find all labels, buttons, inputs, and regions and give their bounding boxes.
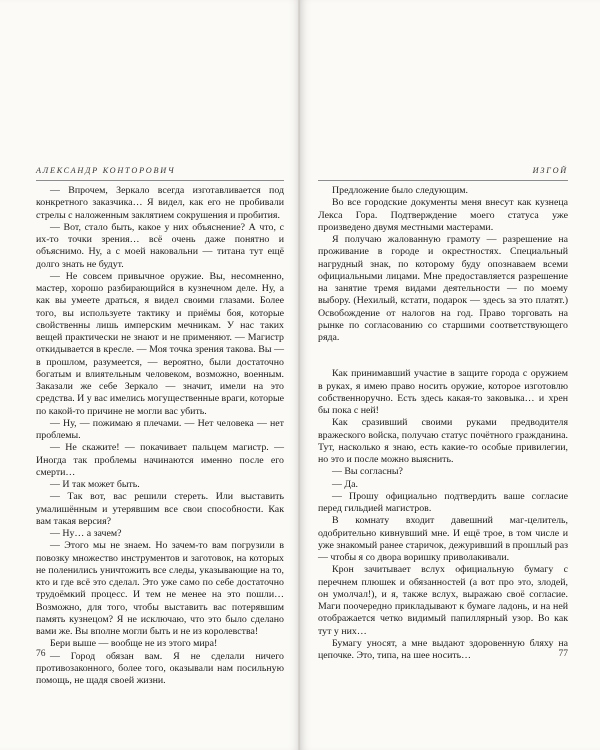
paragraph: Во все городские документы меня внесут как кузнеца Лекса Гора. Подтверждение моего статуса уже произведено двумя местными мастерами. — [318, 197, 568, 233]
paragraph: — И так может быть. — [50, 479, 140, 490]
paragraph: — Вы согласны? — [332, 466, 403, 478]
paragraph: Бумагу уносят, а мне выдают здоровенную бляху на цепочке. Это, типа, на шее носить… — [318, 637, 568, 661]
paragraph: — Так вот, вас решили стереть. Или выставить умалишённым и утерявшим все свои способности. Как вам такая версия? — [36, 491, 284, 527]
paragraph: — Ну… а зачем? — [50, 528, 122, 539]
paragraph: — Прошу официально подтвердить ваше согласие перед гильдией магистров. — [318, 490, 568, 514]
paragraph: — Да. — [332, 478, 358, 490]
paragraph: Крон зачитывает вслух официальную бумагу с перечнем плюшек и обязанностей (а вот про это, злодей, он умолчал!), и я, также вслух, выражаю своё согласие. Маги поочередно прикладывают к бумаге ладонь, и на ней отображается четко видимый папиллярный узор. Во как тут у них… — [318, 564, 568, 637]
paragraph: — Впрочем, Зеркало всегда изготавливается под конкретного заказчика… Я видел, как его не пробивали стрелы с наложенным заклятием сокрушения и пробития. — [36, 185, 284, 221]
paragraph: — Не совсем привычное оружие. Вы, несомненно, мастер, хорошо разбирающийся в кузнечном деле. Ну, а как вы умеете драться, я видел своими глазами. Более того, вы используете тактику и приёмы боя, которые свойственны лишь имперским мечникам. У нас таких вещей практически не знают и не применяют. — Магистр откидывается в кресле. — Моя точка зрения такова. Вы — в прошлом, разумеется, — вероятно, были достаточно богатым и влиятельным человеком, возможно, военным. Заказали же себе Зеркало — значит, имели на это средства. И у вас имелись могущественные враги, которые по какой-то причине не могли вас убить. — [36, 270, 284, 417]
right-page — [300, 0, 600, 750]
paragraph: Бери выше — вообще не из этого мира! — [50, 638, 218, 650]
paragraph: — Этого мы не знаем. Но зачем-то вам погрузили в повозку множество инструментов и заготовок, на которых не поленились уничтожить все следы, указывающие на то, кто и где всё это сделал. Это уже само по себе достаточно трудоёмкий процесс. И тем не менее на это пошли… Возможно, для того, чтобы выставить вас потерявшим память кузнецом? Я не исключаю, что это было сделано вами же. Вы вполне могли быть и не из королевства! — [36, 540, 284, 637]
running-head-title: ИЗГОЙ — [318, 164, 568, 181]
paragraph: — Ну, — пожимаю я плечами. — Нет человека — нет проблемы. — [36, 417, 284, 441]
right-page-text — [318, 185, 568, 662]
running-head-author: АЛЕКСАНДР КОНТОРОВИЧ — [36, 164, 284, 181]
page-number-right: 77 — [558, 649, 568, 659]
paragraph: Я получаю жалованную грамоту — разрешение на проживание в городе и окрестностях. Специальный нагрудный знак, по которому буду опознаваем всеми официальными лицами. Мне предоставляется разрешение на занятие тремя видами деятельности — по моему выбору. (Нехилый, кстати, подарок — здесь за это платят.) Освобождение от налогов на год. Право торговать на рынке по согласованию со старшими соответствующего ряда. — [318, 234, 568, 343]
paragraph: Как принимавший участие в защите города с оружием в руках, я имею право носить оружие, которое изготовлю собственноручно. Есть здесь какая-то заковыка… и хрен бы пока с ней! — [318, 368, 568, 416]
paragraph: В комнату входит давешний маг-целитель, одобрительно кивнувший мне. И ещё трое, в том числе и уже знакомый ранее старичок, дежуривший в прошлый раз — чтобы я со двора воришку приволакивали. — [318, 515, 568, 563]
paragraph: Предложение было следующим. — [332, 185, 468, 196]
paragraph: Как сразивший своими руками предводителя вражеского войска, получаю статус почётного гражданина. Тут, насколько я знаю, есть какие-то особые привилегии, но это и после можно выяснить. — [318, 417, 568, 465]
page-number-left: 76 — [36, 649, 46, 659]
paragraph: — Не скажите! — покачивает пальцем магистр. — Иногда так проблемы начинаются именно после его смерти… — [36, 442, 284, 478]
paragraph: — Город обязан вам. Я не сделали ничего противозаконного, более того, оказывали нам посильную помощь, не щадя своей жизни. — [36, 650, 284, 686]
section-break — [318, 344, 568, 368]
paragraph: — Вот, стало быть, какое у них объяснение? А что, с их-то точки зрения… всё очень даже понятно и объяснимо. Ну, а с моей наковальни — титана тут ещё долго знать не будут. — [36, 221, 284, 270]
left-page-text — [36, 185, 284, 687]
